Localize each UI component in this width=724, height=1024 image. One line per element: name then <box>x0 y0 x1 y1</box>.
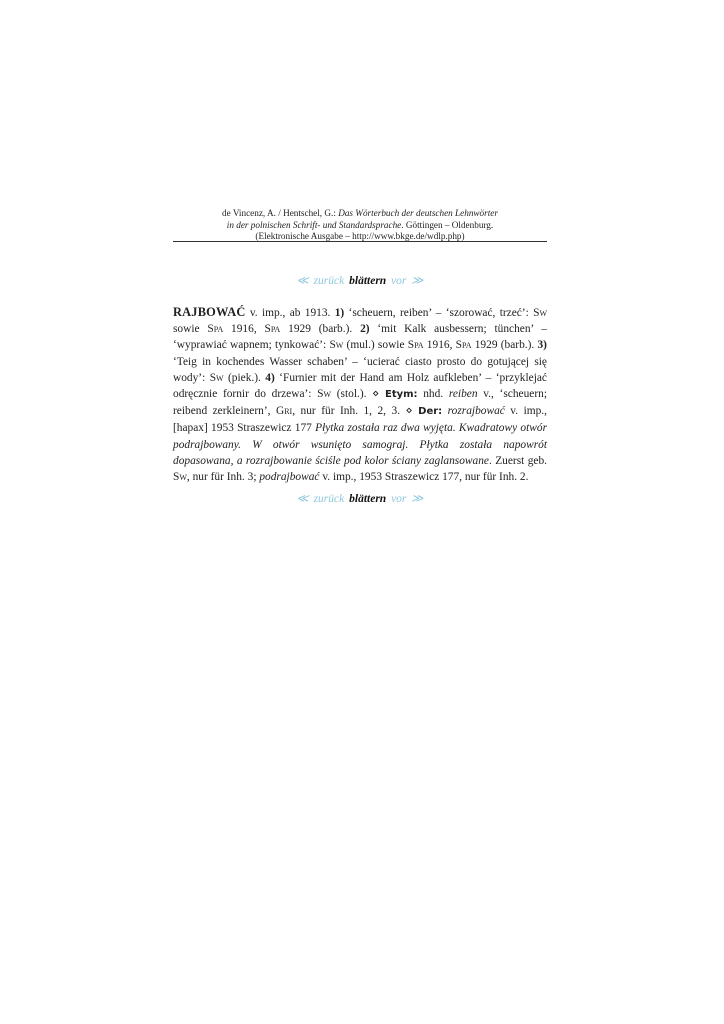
derivative-word: rozrajbować <box>447 405 505 418</box>
source-abbr: Spa <box>455 339 472 352</box>
bottom-navigation <box>173 491 547 505</box>
prev-arrow-icon[interactable]: ≪ <box>296 275 309 287</box>
browse-label: blättern <box>349 493 387 505</box>
etymon: reiben <box>448 388 478 401</box>
source-abbr: Sw <box>209 371 224 384</box>
top-navigation <box>173 273 547 287</box>
derivative-word: podrajbować <box>259 471 320 484</box>
citation-title-cont: in der polnischen Schrift- und Standardsprache <box>226 219 402 230</box>
next-link[interactable]: vor <box>391 275 407 287</box>
next-arrow-icon[interactable]: ≫ <box>411 275 424 287</box>
citation-line-3: (Elektronische Ausgabe – http://www.bkge.de/wdlp.php) <box>255 231 465 241</box>
citation-quote: Płytka została raz dwa wyjęta. Kwadratowy otwór podrajbowany. W otwór wsunięto samograj. Płytka została napowrót dopasowana, a rozrajbowanie ściśle pod kolor ściany zaglansowane <box>173 422 548 467</box>
sense-number: 2) <box>360 323 370 336</box>
diamond-icon: ⋄ <box>405 405 413 418</box>
header-rule <box>173 241 547 242</box>
browse-label: blättern <box>349 275 387 287</box>
citation-line-2 <box>173 220 547 232</box>
source-abbr: Spa <box>407 339 424 352</box>
headword: RAJBOWAĆ <box>173 305 246 319</box>
source-abbr: Sw <box>329 339 344 352</box>
sense-number: 1) <box>334 307 345 319</box>
prev-arrow-icon[interactable]: ≪ <box>296 493 309 505</box>
diamond-icon: ⋄ <box>372 388 380 401</box>
dictionary-entry: RAJBOWAĆ v. imp., ab 1913. 1) ‘scheuern, reiben’ – ‘szorować, trzeć’: Sw sowie Spa 1916, Spa 1929 (barb.). 2) ‘mit Kalk ausbessern; tünchen’ – ‘wyprawiać wapnem; tynkować’: Sw (mul.) sowie Spa 1916, Spa 1929 (barb.). 3) ‘Teig in kochendes Wasser schaben’ – ‘ucierać ciasto prosto do gotującej się wody’: Sw (piek.). 4) ‘Furnier mit der Hand am Holz aufkleben’ – ‘przyklejać odręcznie fornir do drzewa’: Sw (stol.). ⋄ Etym: nhd. reiben v., ‘scheuern; reibend zerkleinern’, Gri, nur für Inh. 1, 2, 3. ⋄ Der: rozrajbować v. imp., [hapax] 1953 Straszewicz 177 Płytka została raz dwa wyjęta. Kwadratowy otwór podrajbowany. W otwór wsunięto samograj. Płytka została napowrót dopasowana, a rozrajbowanie ściśle pod kolor ściany zaglansowane. Zuerst geb. Sw, nur für Inh. 3; podrajbować v. imp., 1953 Straszewicz 177, nur für Inh. 2. <box>173 305 548 484</box>
source-abbr: Spa <box>207 323 224 336</box>
etym-label: Etym: <box>384 389 418 401</box>
prev-link[interactable]: zurück <box>313 275 345 287</box>
prev-link[interactable]: zurück <box>313 493 345 505</box>
source-abbr: Sw <box>533 307 547 319</box>
derivatives-label: Der: <box>418 406 443 418</box>
citation-title: Das Wörterbuch der deutschen Lehnwörter <box>338 208 498 218</box>
citation-authors: de Vincenz, A. / Hentschel, G.: <box>222 208 339 218</box>
next-link[interactable]: vor <box>391 493 407 505</box>
sense-number: 4) <box>265 371 275 384</box>
sense-number: 3) <box>537 339 547 352</box>
citation-header <box>173 208 547 243</box>
source-abbr: Sw <box>173 471 187 484</box>
next-arrow-icon[interactable]: ≫ <box>411 493 424 505</box>
source-abbr: Sw <box>317 388 332 401</box>
source-abbr: Gri <box>275 405 293 418</box>
source-abbr: Spa <box>264 323 281 336</box>
citation-line-1 <box>173 208 547 220</box>
citation-place: . Göttingen – Oldenburg. <box>401 219 494 230</box>
